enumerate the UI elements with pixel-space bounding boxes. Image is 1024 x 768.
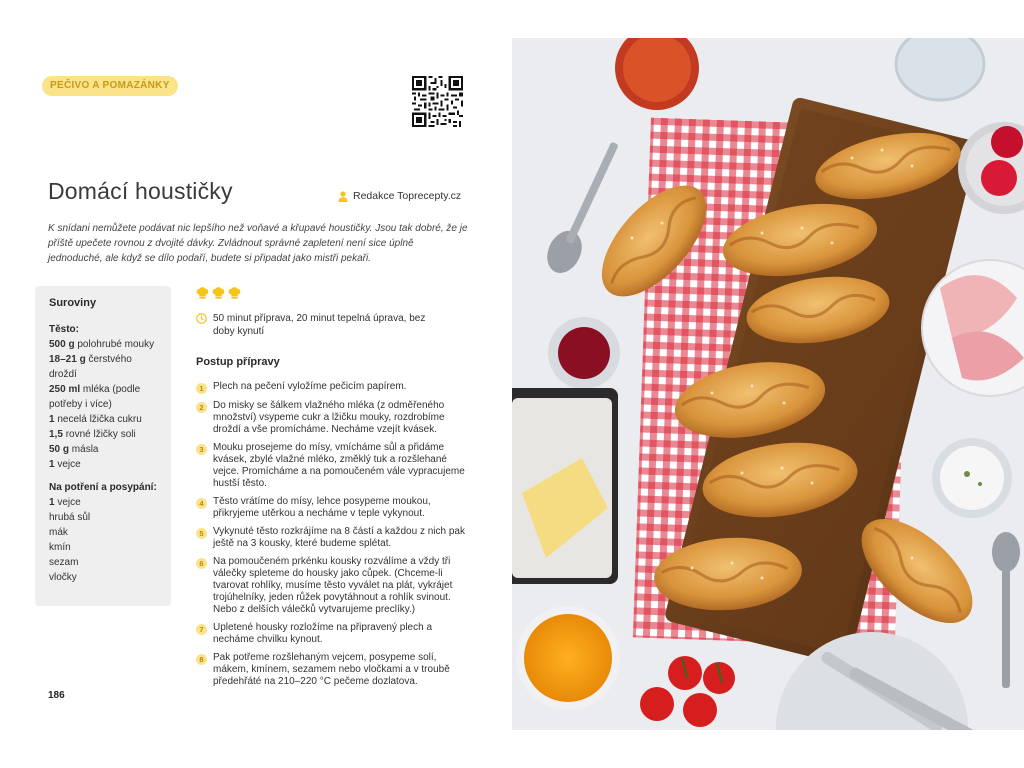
ingredient-item bbox=[49, 510, 161, 525]
topping-list bbox=[49, 495, 171, 585]
person-icon bbox=[338, 191, 348, 202]
step-item bbox=[196, 442, 466, 490]
ingredient-name: hrubá sůl bbox=[49, 512, 91, 523]
ingredient-name: mák bbox=[49, 527, 68, 538]
ingredient-amount: 1 bbox=[49, 414, 55, 425]
step-text: Mouku prosejeme do mísy, vmícháme sůl a přidáme kvásek, zbylé vlažné mléko, změklý tuk a rozšlehané vejce. Promícháme a na pomoučeném vále vypracujeme hustší těsto. bbox=[213, 442, 465, 489]
step-text: Do misky se šálkem vlažného mléka (z odměřeného množství) vsypeme cukr a lžičku mouky, rozdrobíme droždí a vše promícháme. Necháme vzejít kvásek. bbox=[213, 400, 445, 435]
chef-hat-icon bbox=[196, 287, 209, 299]
ingredient-name: rovné lžičky soli bbox=[65, 429, 136, 440]
ingredient-name: mléka (podle potřeby i více) bbox=[49, 384, 141, 410]
author-name: Redakce Toprecepty.cz bbox=[353, 190, 462, 202]
topping-heading: Na potření a posypání: bbox=[49, 482, 157, 493]
category-badge: PEČIVO A POMAZÁNKY bbox=[42, 76, 178, 96]
step-number: 6 bbox=[196, 558, 207, 569]
step-item bbox=[196, 622, 466, 646]
step-item bbox=[196, 496, 466, 520]
ingredient-item bbox=[49, 382, 161, 412]
clock-icon bbox=[196, 313, 207, 324]
ingredient-name: čerstvého droždí bbox=[49, 354, 132, 380]
steps-heading: Postup přípravy bbox=[196, 356, 280, 368]
ingredient-item bbox=[49, 555, 161, 570]
ingredient-name: sezam bbox=[49, 557, 79, 568]
dough-list bbox=[49, 337, 171, 472]
ingredient-item bbox=[49, 352, 161, 382]
ingredient-item bbox=[49, 525, 161, 540]
step-number: 5 bbox=[196, 528, 207, 539]
ingredient-item bbox=[49, 540, 161, 555]
step-text: Těsto vrátíme do mísy, lehce posypeme moukou, přikryjeme utěrkou a necháme v teple vykynout. bbox=[213, 496, 431, 519]
step-text: Na pomoučeném prkénku kousky rozválíme a vždy tři válečky spleteme do housky jako cůpek. (Chceme-li tvarovat rohlíky, musíme těsto vyválet na plát, vykrájet trojúhelníky, jeden růžek povytáhnout a rohlík svinout. Nebo z delších válečků vytvarujeme preclíky.) bbox=[213, 556, 453, 615]
ingredient-amount: 1 bbox=[49, 459, 55, 470]
ingredient-name: másla bbox=[71, 444, 99, 455]
step-text: Pak potřeme rozšlehaným vejcem, posypeme solí, mákem, kmínem, sezamem nebo vločkami a v troubě předehřáté na 210–220 °C pečeme dozlatova. bbox=[213, 652, 450, 687]
ingredient-amount: 50 g bbox=[49, 444, 70, 455]
chef-hat-icon bbox=[228, 287, 241, 299]
ingredient-name: vločky bbox=[49, 572, 77, 583]
ingredient-item bbox=[49, 570, 161, 585]
ingredient-item bbox=[49, 442, 161, 457]
ingredient-name: vejce bbox=[57, 459, 81, 470]
time-text: 50 minut příprava, 20 minut tepelná úprava, bez doby kynutí bbox=[213, 313, 426, 337]
step-item bbox=[196, 556, 466, 616]
ingredient-amount: 250 ml bbox=[49, 384, 81, 395]
qr-code-icon[interactable] bbox=[412, 76, 463, 127]
ingredient-name: vejce bbox=[57, 497, 81, 508]
step-text: Plech na pečení vyložíme pečicím papírem. bbox=[213, 381, 407, 392]
spoon bbox=[992, 532, 1020, 572]
step-item bbox=[196, 652, 466, 688]
ingredients-box bbox=[35, 286, 171, 606]
time-info bbox=[196, 312, 446, 338]
ingredient-amount: 1,5 bbox=[49, 429, 63, 440]
step-item bbox=[196, 400, 466, 436]
step-number: 1 bbox=[196, 383, 207, 394]
step-item bbox=[196, 526, 466, 550]
difficulty-rating bbox=[196, 287, 241, 299]
food-photo bbox=[512, 38, 1024, 730]
food-photo-illustration bbox=[512, 38, 1024, 730]
ingredient-name: polohrubé mouky bbox=[77, 339, 155, 350]
recipe-title: Domácí houstičky bbox=[48, 178, 233, 204]
step-number: 7 bbox=[196, 624, 207, 635]
water-glass bbox=[896, 38, 984, 100]
ingredient-item bbox=[49, 495, 161, 510]
ingredient-amount: 500 g bbox=[49, 339, 75, 350]
intro-text: K snídani nemůžete podávat nic lepšího než voňavé a křupavé houstičky. Jsou tak dobré, že je příště upečete rovnou z dvojité dávky. Zvládnout správné zapletení není sice úplně jednoduché, ale když se dílo podaří, budete si připadat jako mistři pekaři. bbox=[48, 223, 468, 264]
ingredient-amount: 1 bbox=[49, 497, 55, 508]
ingredient-name: necelá lžička cukru bbox=[57, 414, 142, 425]
ingredient-item bbox=[49, 457, 161, 472]
step-text: Upletené housky rozložíme na připravený plech a necháme chvilku kynout. bbox=[213, 622, 433, 645]
ingredient-item bbox=[49, 427, 161, 442]
ingredient-item bbox=[49, 337, 161, 352]
ingredients-heading: Suroviny bbox=[49, 297, 97, 309]
step-number: 2 bbox=[196, 402, 207, 413]
step-item bbox=[196, 381, 466, 394]
ingredient-item bbox=[49, 412, 161, 427]
step-number: 4 bbox=[196, 498, 207, 509]
dough-heading: Těsto: bbox=[49, 324, 79, 335]
step-number: 3 bbox=[196, 444, 207, 455]
steps-list bbox=[196, 381, 466, 694]
chef-hat-icon bbox=[212, 287, 225, 299]
ingredient-name: kmín bbox=[49, 542, 71, 553]
author[interactable] bbox=[338, 190, 461, 202]
step-text: Vykynuté těsto rozkrájíme na 8 částí a každou z nich pak ještě na 3 kousky, které budeme splétat. bbox=[213, 526, 465, 549]
ingredient-amount: 18–21 g bbox=[49, 354, 86, 365]
page-number: 186 bbox=[48, 690, 65, 701]
step-number: 8 bbox=[196, 654, 207, 665]
